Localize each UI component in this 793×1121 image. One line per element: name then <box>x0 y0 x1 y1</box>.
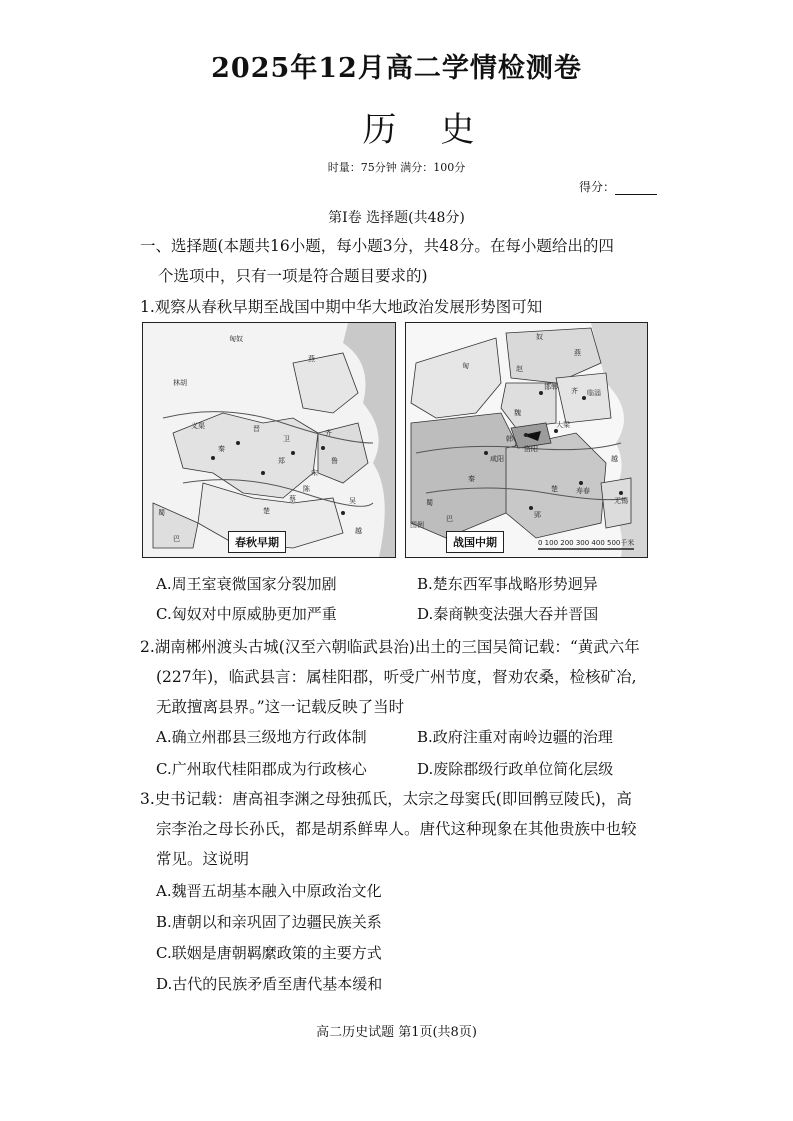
q2-option-d[interactable]: D.废除郡级行政单位简化层级 <box>417 760 614 778</box>
map-left-label: 晋 <box>253 425 260 433</box>
map-legend-title: 图例 <box>410 521 424 529</box>
map-left-label: 宋 <box>311 469 318 477</box>
map-right-label: 郢 <box>534 511 541 519</box>
map-warring-states <box>405 322 648 558</box>
map-left-label: 越 <box>355 527 362 535</box>
map-spring-autumn <box>142 322 396 558</box>
q3-line-1: 3.史书记载：唐高祖李渊之母独孤氏，太宗之母窦氏(即回鹘豆陵氏)，高 <box>140 790 632 808</box>
subject-title: 历史 <box>362 110 519 150</box>
map-left-label: 陈 <box>303 485 310 493</box>
q3-option-c[interactable]: C.联姻是唐朝羁縻政策的主要方式 <box>156 944 382 962</box>
map-right-label: 楚 <box>551 485 558 493</box>
instruction-line-2: 个选项中，只有一项是符合题目要求的) <box>158 267 428 285</box>
map-right-label: 洛阳 <box>524 445 538 453</box>
map-right-label: 越 <box>611 455 618 463</box>
instruction-line-1: 一、选择题(本题共16小题，每小题3分，共48分。在每小题给出的四 <box>140 237 614 255</box>
map-left-label: 林胡 <box>173 379 187 387</box>
map-left-label: 秦 <box>218 445 225 453</box>
q3-option-a[interactable]: A.魏晋五胡基本融入中原政治文化 <box>156 882 382 900</box>
map-warring-states-caption: 战国中期 <box>446 531 504 553</box>
map-left-label: 鲁 <box>331 457 338 465</box>
q1-option-a[interactable]: A.周王室衰微国家分裂加剧 <box>156 575 337 593</box>
map-warring-states-drawing <box>406 323 647 557</box>
score-field <box>579 178 657 195</box>
q3-line-3: 常见。这说明 <box>156 850 250 868</box>
score-label: 得分： <box>578 180 615 194</box>
map-left-label: 楚 <box>263 507 270 515</box>
q2-option-a[interactable]: A.确立州郡县三级地方行政体制 <box>156 728 367 746</box>
map-left-label: 蜀 <box>158 509 165 517</box>
map-left-label: 齐 <box>325 429 332 437</box>
map-left-label: 匈奴 <box>229 335 243 343</box>
map-right-label: 韩 <box>506 435 513 443</box>
map-right-label: 蜀 <box>426 499 433 507</box>
map-spring-autumn-caption: 春秋早期 <box>228 531 286 553</box>
q3-line-2: 宗李治之母长孙氏，都是胡系鲜卑人。唐代这种现象在其他贵族中也较 <box>156 820 637 838</box>
map-right-label: 大梁 <box>556 421 570 429</box>
map-right-label: 魏 <box>514 409 521 417</box>
section-title: 第Ⅰ卷 选择题(共48分) <box>328 210 465 226</box>
q2-line-2: (227年)，临武县言：属桂阳郡，听受广州节度，督劝农桑，检核矿冶, <box>156 668 637 686</box>
map-left-label: 巴 <box>173 535 180 543</box>
map-right-label: 无锡 <box>614 497 628 505</box>
q2-line-1: 2.湖南郴州渡头古城(汉至六朝临武县治)出土的三国吴简记载：“黄武六年 <box>140 638 640 656</box>
map-right-label: 咸阳 <box>490 455 504 463</box>
q1-option-c[interactable]: C.匈奴对中原威胁更加严重 <box>156 605 337 623</box>
map-left-label: 燕 <box>308 355 315 363</box>
map-right-label: 奴 <box>536 333 543 341</box>
q1-option-b[interactable]: B.楚东西军事战略形势迥异 <box>417 575 598 593</box>
map-left-label: 郑 <box>278 457 285 465</box>
map-right-label: 临淄 <box>587 389 601 397</box>
map-right-label: 寿春 <box>576 487 590 495</box>
q3-option-b[interactable]: B.唐朝以和亲巩固了边疆民族关系 <box>156 913 382 931</box>
map-left-label: 卫 <box>283 435 290 443</box>
map-right-label: 匈 <box>462 362 469 370</box>
map-right-label: 邯郸 <box>544 383 558 391</box>
exam-meta: 时量：75分钟 满分：100分 <box>327 161 466 174</box>
map-right-label: 燕 <box>574 349 581 357</box>
map-spring-autumn-drawing <box>143 323 395 557</box>
map-right-label: 赵 <box>516 365 523 373</box>
exam-title: 2025年12月高二学情检测卷 <box>211 53 582 84</box>
map-scale: 0 100 200 300 400 500千米 <box>538 539 635 547</box>
q2-option-c[interactable]: C.广州取代桂阳郡成为行政核心 <box>156 760 367 778</box>
map-left-label: 蔡 <box>289 495 296 503</box>
q1-stem: 1.观察从春秋早期至战国中期中华大地政治发展形势图可知 <box>140 298 543 316</box>
q2-line-3: 无敢擅离县界。”这一记载反映了当时 <box>156 698 405 716</box>
page-footer: 高二历史试题 第1页(共8页) <box>316 1025 477 1040</box>
map-left-label: 义渠 <box>191 422 205 430</box>
map-right-label: 巴 <box>446 515 453 523</box>
map-right-label: 秦 <box>468 475 475 483</box>
q2-option-b[interactable]: B.政府注重对南岭边疆的治理 <box>417 728 613 746</box>
map-right-label: 齐 <box>571 387 578 395</box>
q1-option-d[interactable]: D.秦商鞅变法强大吞并晋国 <box>417 605 599 623</box>
q3-option-d[interactable]: D.古代的民族矛盾至唐代基本缓和 <box>156 975 383 993</box>
map-left-label: 吴 <box>349 497 356 505</box>
score-blank <box>615 182 657 195</box>
